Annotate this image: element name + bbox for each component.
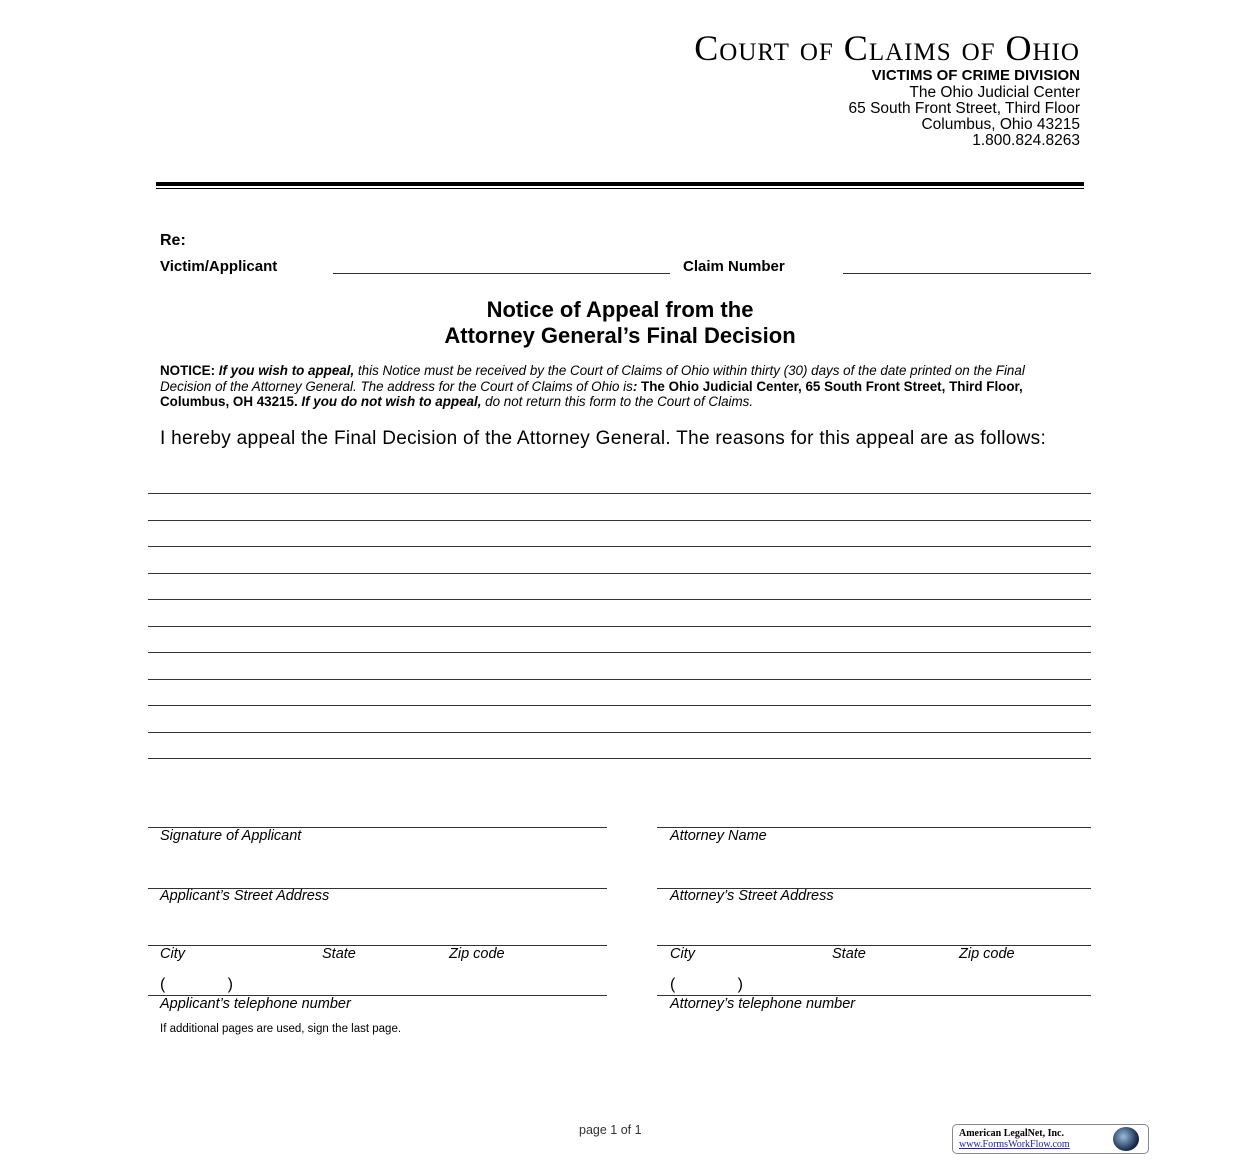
reason-line[interactable] [148,679,1091,680]
reason-line[interactable] [148,626,1091,627]
attorney-phone-label: Attorney’s telephone number [670,996,856,1012]
claim-number-field[interactable] [843,273,1091,274]
phone-number: 1.800.824.8263 [972,132,1080,149]
colon: : [632,378,638,394]
re-label: Re: [160,232,186,249]
applicant-street-label: Applicant’s Street Address [160,888,330,904]
applicant-state-label: State [322,946,356,962]
notice-label: NOTICE: [160,363,216,378]
victim-field[interactable] [333,273,670,274]
additional-pages-note: If additional pages are used, sign the last page. [160,1023,402,1035]
reason-line[interactable] [148,546,1091,547]
reason-line[interactable] [148,493,1091,494]
applicant-phone-label: Applicant’s telephone number [160,996,351,1012]
brand-name: American LegalNet, Inc. [959,1128,1064,1139]
claim-label: Claim Number [683,258,785,275]
header-rule-thin [156,188,1084,189]
attorney-city-label: City [670,946,695,962]
attorney-zip-label: Zip code [959,946,1015,962]
attorney-name-label: Attorney Name [670,828,767,844]
notice-text [160,363,1075,410]
attorney-phone-parens: ( ) [670,976,743,993]
court-address: The Ohio Judicial Center, 65 South Front Street, Third Floor, Columbus, OH 43215. [160,378,1023,409]
header-rule [156,182,1084,186]
attorney-state-label: State [832,946,866,962]
division: VICTIMS OF CRIME DIVISION [871,67,1080,84]
applicant-line-2[interactable] [148,945,607,946]
applicant-zip-label: Zip code [449,946,505,962]
form-title-2: Attorney General’s Final Decision [444,323,796,348]
notice-emphasis: If you wish to appeal, [218,363,355,378]
notice-emphasis-2: If you do not wish to appeal, [297,394,482,409]
applicant-city-label: City [160,946,185,962]
reason-line[interactable] [148,705,1091,706]
page-number: page 1 of 1 [579,1123,642,1137]
court-name: Court of Claims of Ohio [694,28,1080,68]
reason-line[interactable] [148,520,1091,521]
brand-logo [952,1124,1149,1154]
brand-url[interactable]: www.FormsWorkFlow.com [959,1139,1070,1150]
form-title: Notice of Appeal from the [486,297,754,322]
victim-label: Victim/Applicant [160,258,278,275]
applicant-signature-label: Signature of Applicant [160,828,302,844]
reason-line[interactable] [148,732,1091,733]
reason-line[interactable] [148,573,1091,574]
notice-body-2: do not return this form to the Court of Claims. [481,394,754,409]
address-line: Columbus, Ohio 43215 [921,116,1080,133]
reason-line[interactable] [148,599,1091,600]
reason-line[interactable] [148,652,1091,653]
address-line: 65 South Front Street, Third Floor [848,100,1080,117]
reason-line[interactable] [148,758,1091,759]
attorney-line-2[interactable] [657,945,1091,946]
appeal-statement: I hereby appeal the Final Decision of the Attorney General. The reasons for this appeal are as follows: [160,428,1047,449]
applicant-phone-parens: ( ) [160,976,233,993]
notice-body: this Notice must be received by the Court of Claims of Ohio within thirty (30) days of the date printed on the Final Decision of the Attorney General. The address for the Court of Claims of Ohio is [160,363,1025,394]
globe-icon [1113,1127,1139,1151]
attorney-street-label: Attorney’s Street Address [670,888,834,904]
address-line: The Ohio Judicial Center [909,84,1080,101]
